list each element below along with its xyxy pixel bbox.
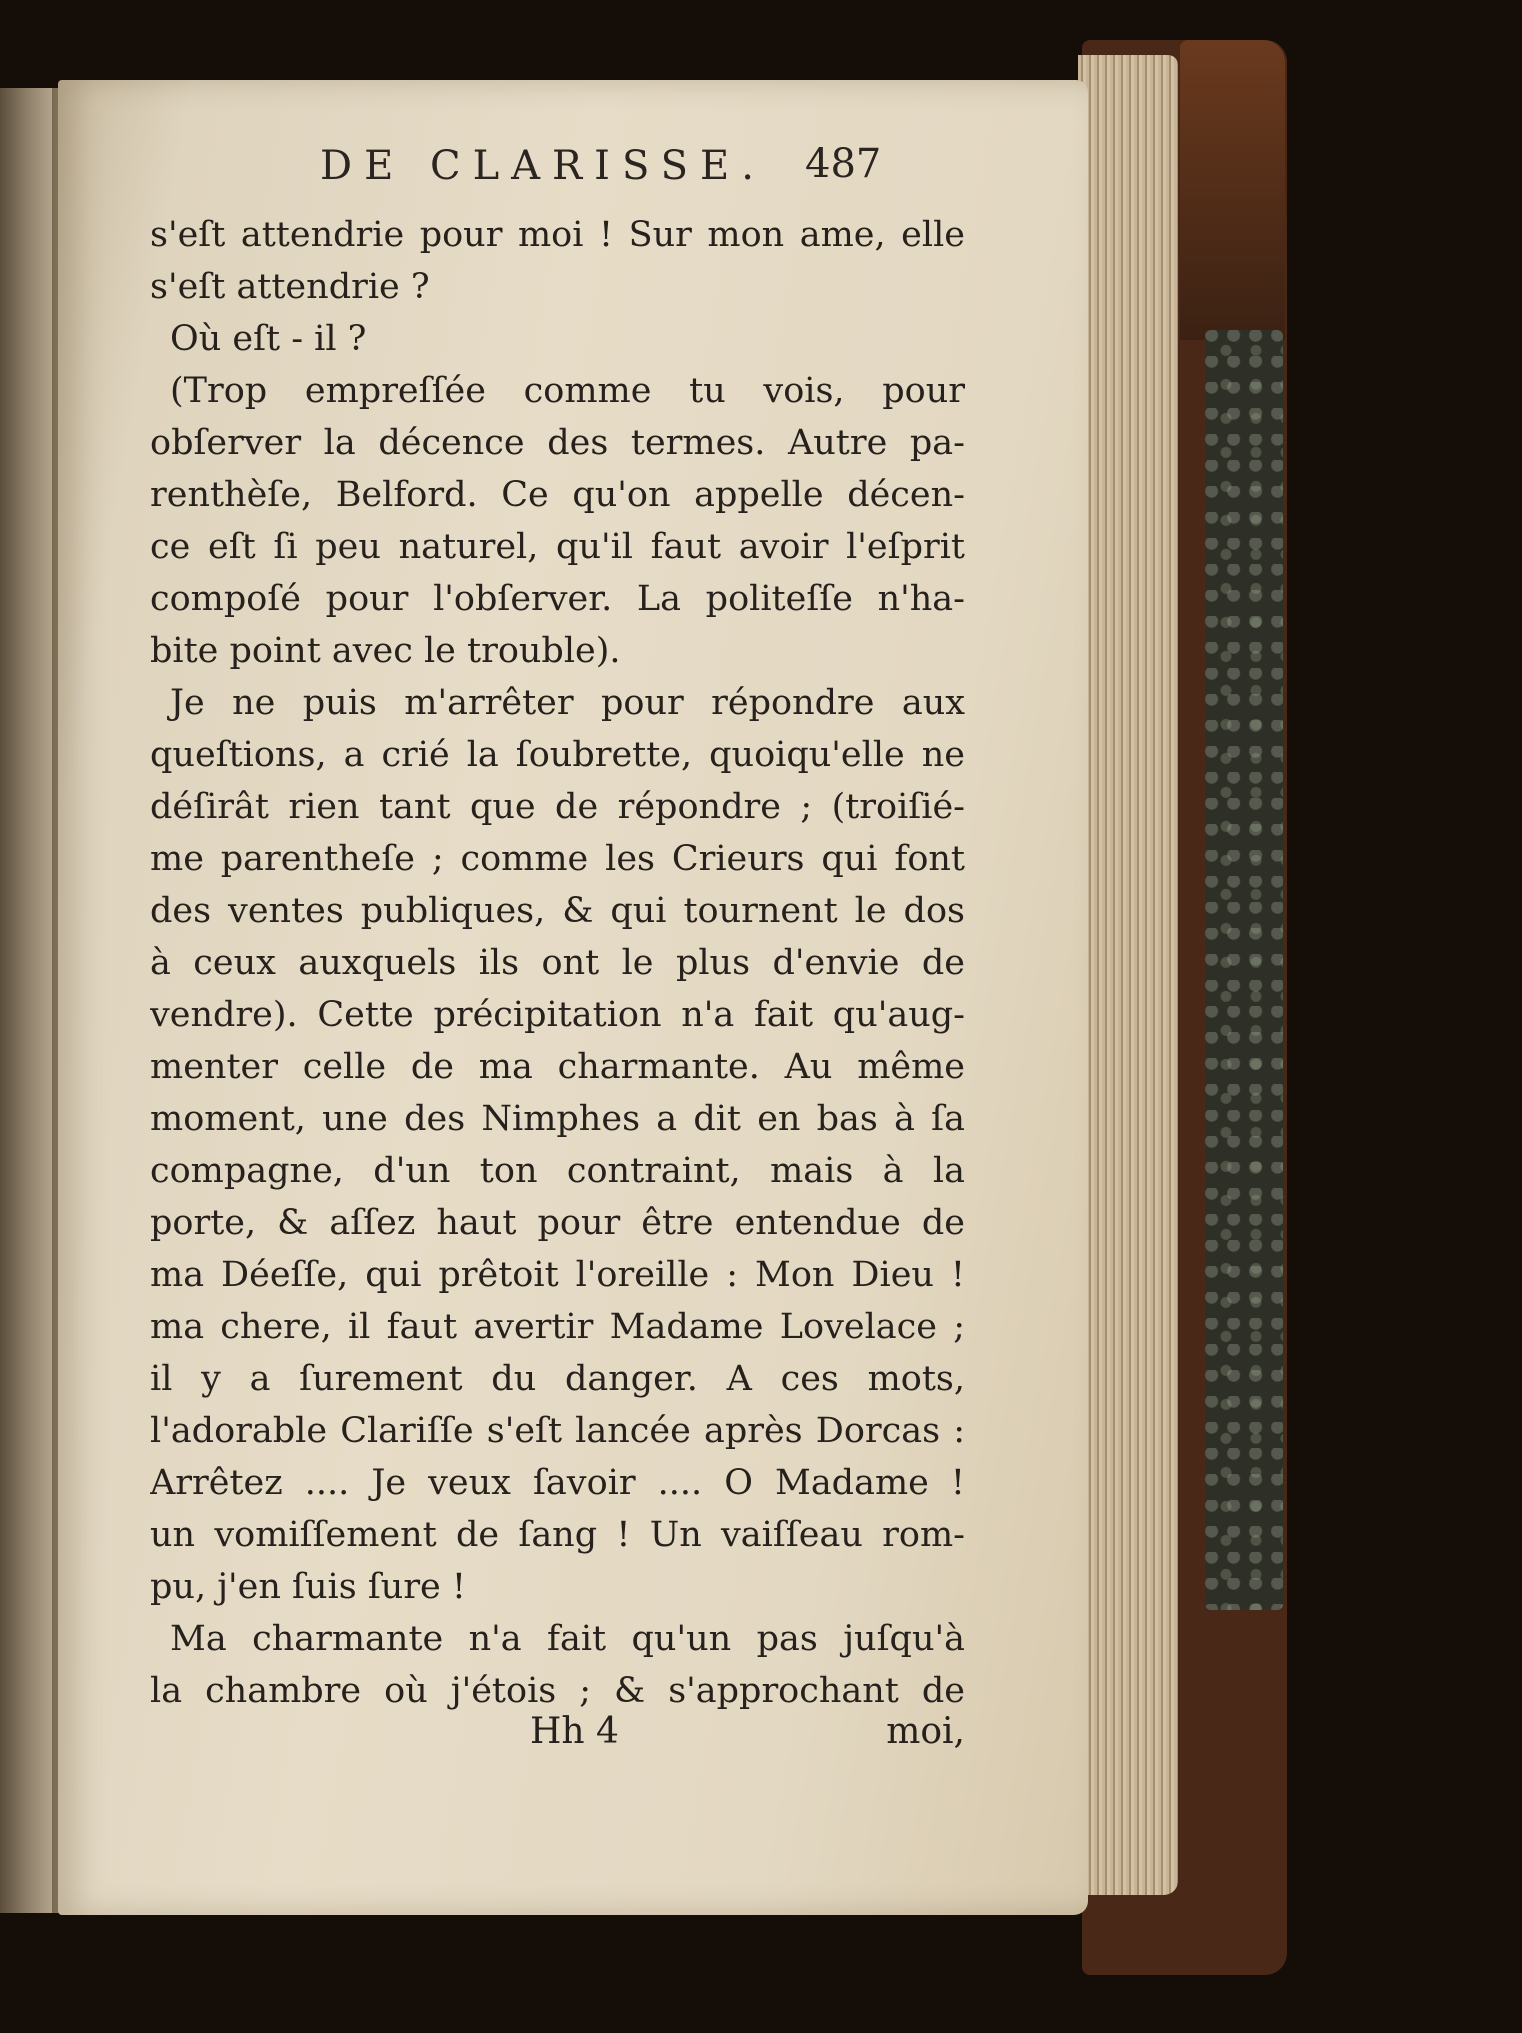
- text-line: Où eſt - il ?: [170, 319, 367, 359]
- text-line: compoſé pour l'obſerver. La politeſſe n'ha-: [150, 579, 965, 619]
- page-number: 487: [805, 141, 882, 187]
- text-line: la chambre où j'étois ; & s'approchant de: [150, 1671, 965, 1711]
- running-title: DE CLARISSE.: [320, 143, 766, 189]
- text-line: compagne, d'un ton contraint, mais à la: [150, 1151, 965, 1191]
- marbled-board: [1205, 330, 1283, 1610]
- text-line: (Trop empreſſée comme tu vois, pour: [170, 371, 965, 411]
- body-text: [150, 205, 965, 1711]
- text-line: ma chere, il faut avertir Madame Lovelace ;: [150, 1307, 965, 1347]
- text-line: il y a ſurement du danger. A ces mots,: [150, 1359, 965, 1399]
- text-line: porte, & aſſez haut pour être entendue de: [150, 1203, 965, 1243]
- text-line: ce eſt ſi peu naturel, qu'il faut avoir l'eſprit: [150, 527, 965, 567]
- text-line: l'adorable Clariſſe s'eſt lancée après Dorcas :: [150, 1411, 965, 1451]
- signature-mark: Hh 4: [530, 1711, 619, 1752]
- text-line: pu, j'en ſuis ſure !: [150, 1567, 466, 1607]
- text-line: queſtions, a crié la ſoubrette, quoiqu'elle ne: [150, 735, 965, 775]
- catchword: moi,: [886, 1711, 965, 1752]
- text-line: s'eſt attendrie pour moi ! Sur mon ame, elle: [150, 215, 965, 255]
- text-line: s'eſt attendrie ?: [150, 267, 430, 307]
- text-line: Arrêtez .... Je veux ſavoir .... O Madame !: [150, 1463, 965, 1503]
- page-footer: [150, 1702, 965, 1762]
- text-line: à ceux auxquels ils ont le plus d'envie de: [150, 943, 965, 983]
- text-line: obſerver la décence des termes. Autre pa-: [150, 423, 965, 463]
- text-line: ma Déeſſe, qui prêtoit l'oreille : Mon Dieu !: [150, 1255, 965, 1295]
- text-line: bite point avec le trouble).: [150, 631, 621, 671]
- text-line: moment, une des Nimphes a dit en bas à ſa: [150, 1099, 965, 1139]
- page-header: [0, 133, 1522, 203]
- text-line: déſirât rien tant que de répondre ; (troiſié-: [150, 787, 965, 827]
- text-line: un vomiſſement de ſang ! Un vaiſſeau rom-: [150, 1515, 965, 1555]
- text-line: Je ne puis m'arrêter pour répondre aux: [170, 683, 965, 723]
- page-block-edges: [1078, 55, 1178, 1895]
- text-line: Ma charmante n'a fait qu'un pas juſqu'à: [170, 1619, 965, 1659]
- text-line: me parentheſe ; comme les Crieurs qui font: [150, 839, 965, 879]
- text-line: renthèſe, Belford. Ce qu'on appelle décen-: [150, 475, 965, 515]
- text-line: menter celle de ma charmante. Au même: [150, 1047, 965, 1087]
- text-line: des ventes publiques, & qui tournent le dos: [150, 891, 965, 931]
- text-line: vendre). Cette précipitation n'a fait qu'aug-: [150, 995, 965, 1035]
